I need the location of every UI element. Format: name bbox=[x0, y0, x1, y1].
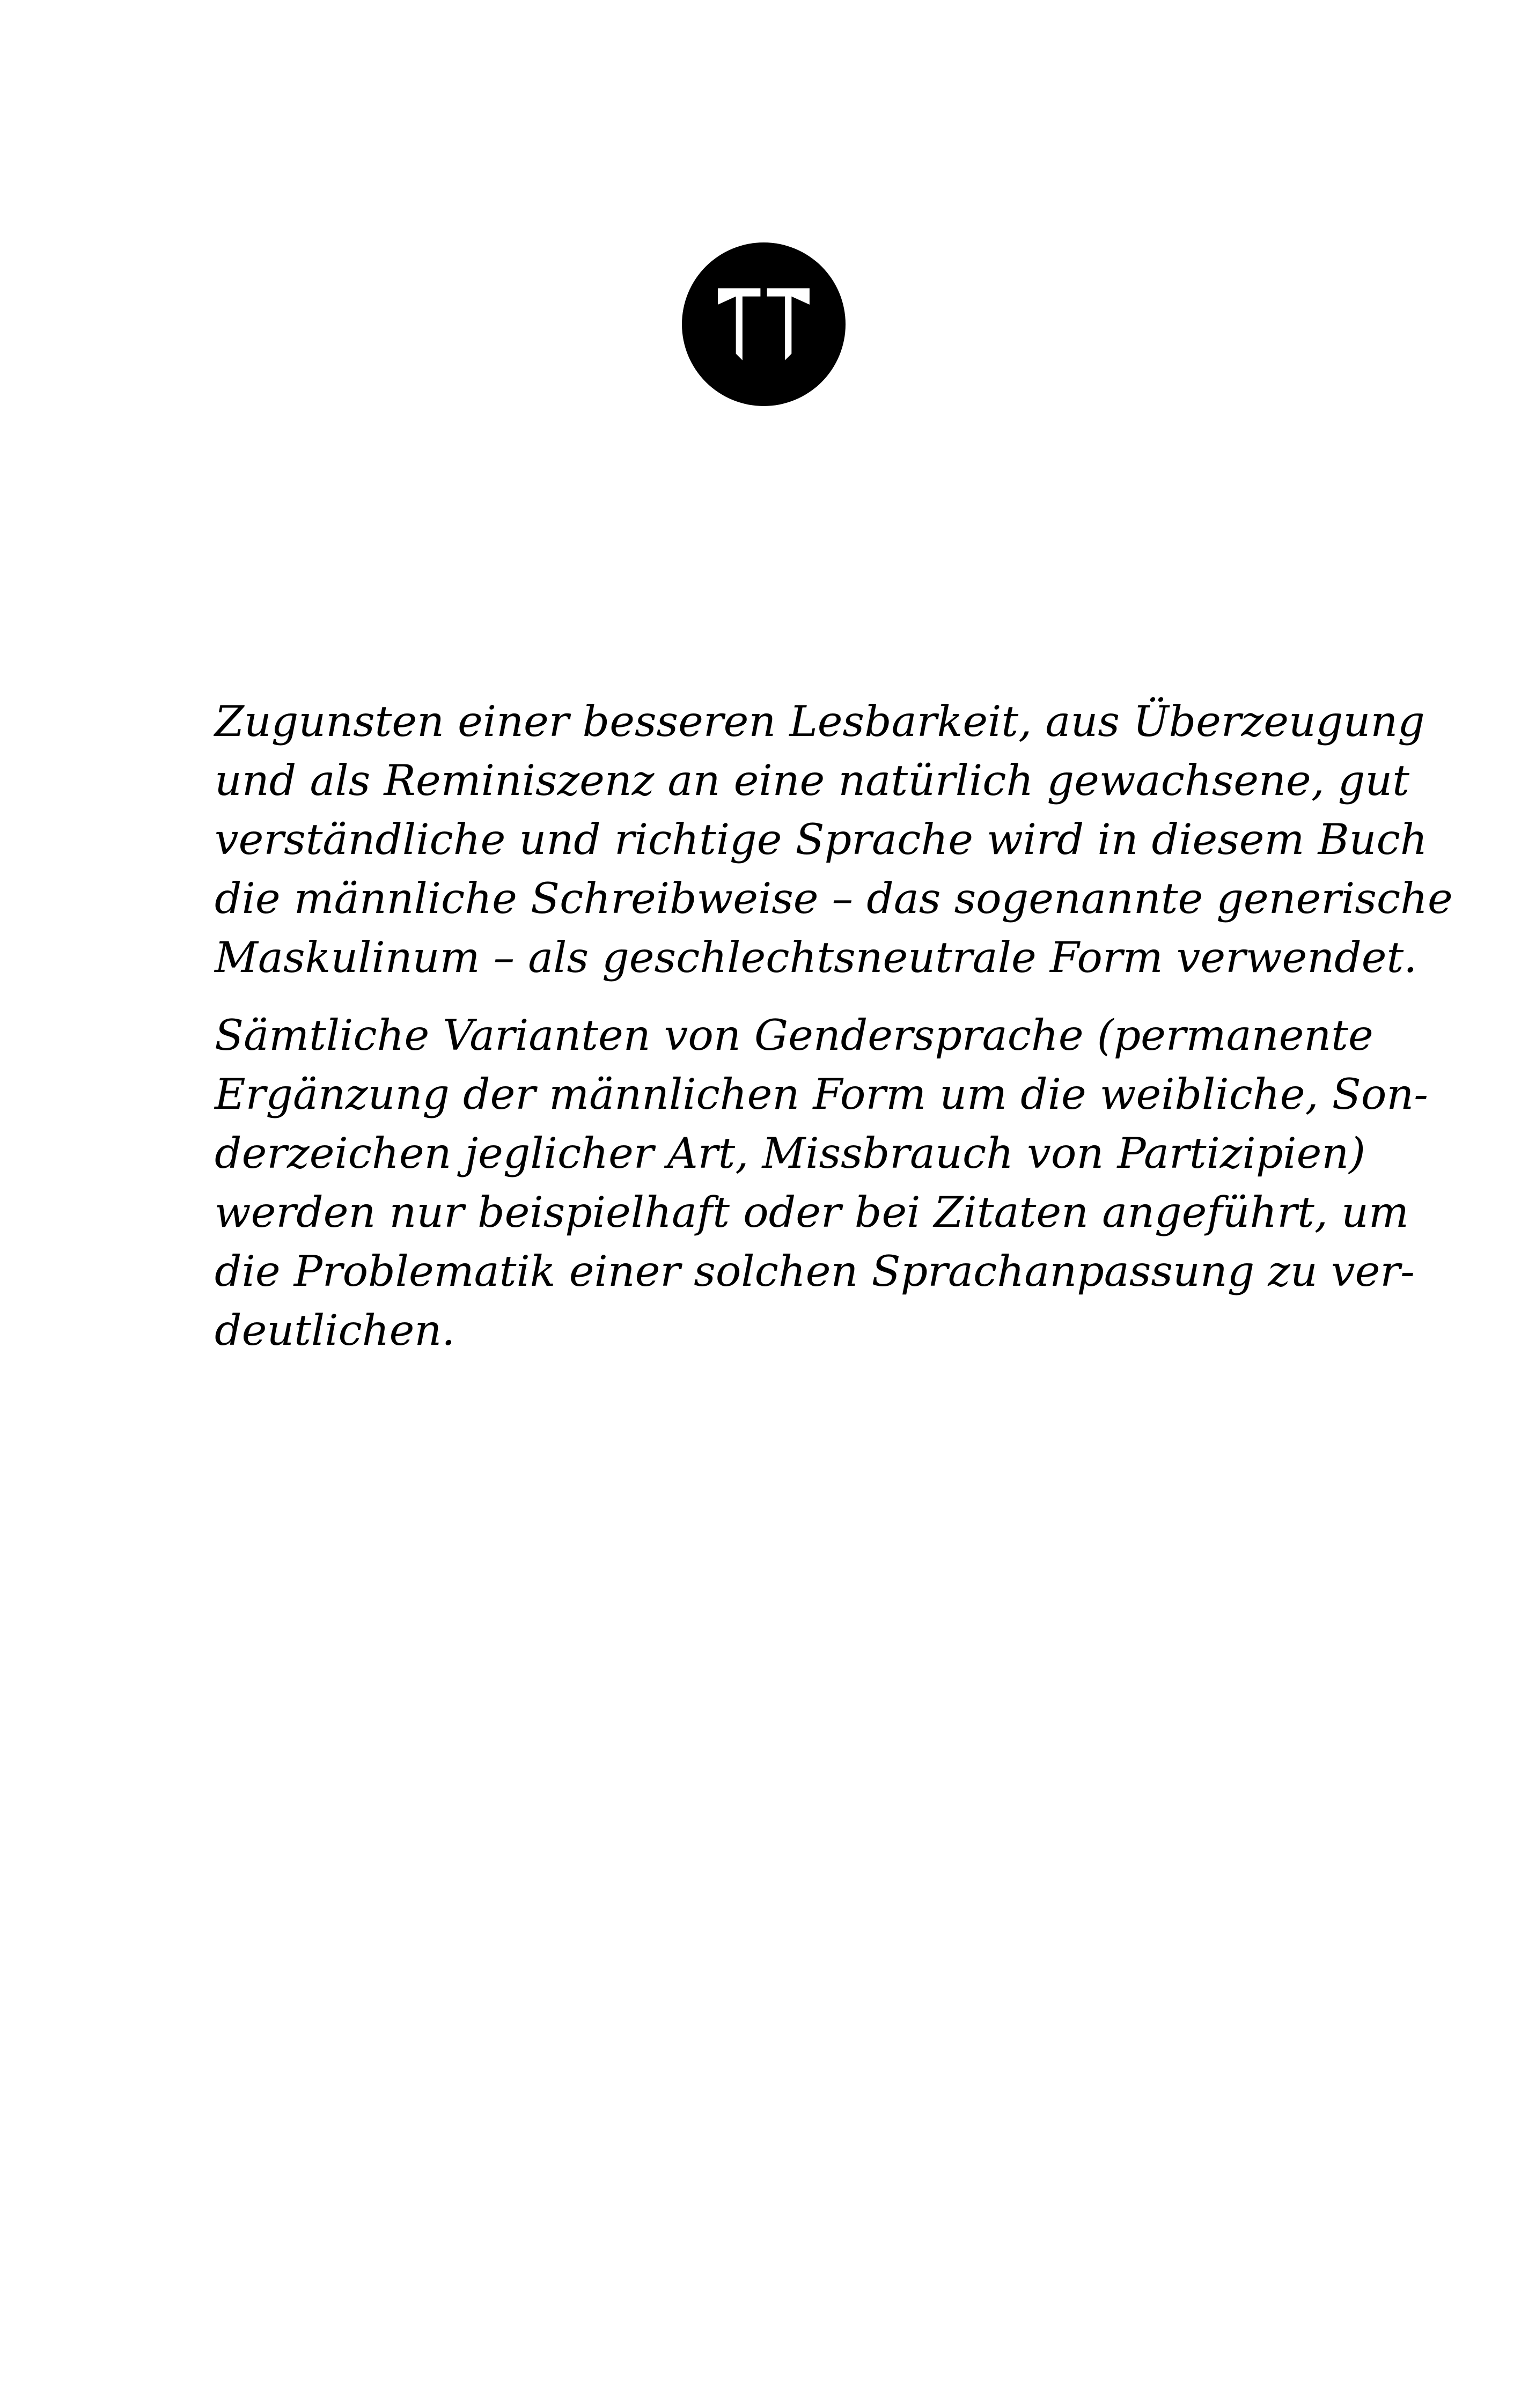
text-line: Ergänzung der männlichen Form um die weibliche, Son- bbox=[215, 1070, 1428, 1119]
text-line: die Problematik einer solchen Sprachanpassung zu ver- bbox=[215, 1247, 1415, 1296]
text-line: verständliche und richtige Sprache wird in diesem Buch bbox=[215, 815, 1428, 864]
text-line: werden nur beispielhaft oder bei Zitaten angeführt, um bbox=[215, 1188, 1409, 1237]
paragraph-gender-language bbox=[215, 1006, 1428, 1360]
text-line: und als Reminiszenz an eine natürlich gewachsene, gut bbox=[215, 756, 1410, 805]
text-line: Sämtliche Varianten von Gendersprache (permanente bbox=[215, 1011, 1373, 1060]
notice-text bbox=[215, 692, 1453, 1360]
text-line: Zugunsten einer besseren Lesbarkeit, aus Überzeugung bbox=[215, 697, 1425, 746]
text-line: Maskulinum – als geschlechtsneutrale Form verwendet. bbox=[215, 933, 1417, 982]
publisher-logo-icon bbox=[682, 242, 846, 406]
text-line: derzeichen jeglicher Art, Missbrauch von Partizipien) bbox=[215, 1129, 1366, 1178]
text-line: die männliche Schreibweise – das sogenannte generische bbox=[215, 874, 1453, 923]
text-line: deutlichen. bbox=[215, 1306, 455, 1355]
paragraph-generic-masculine bbox=[215, 692, 1453, 987]
